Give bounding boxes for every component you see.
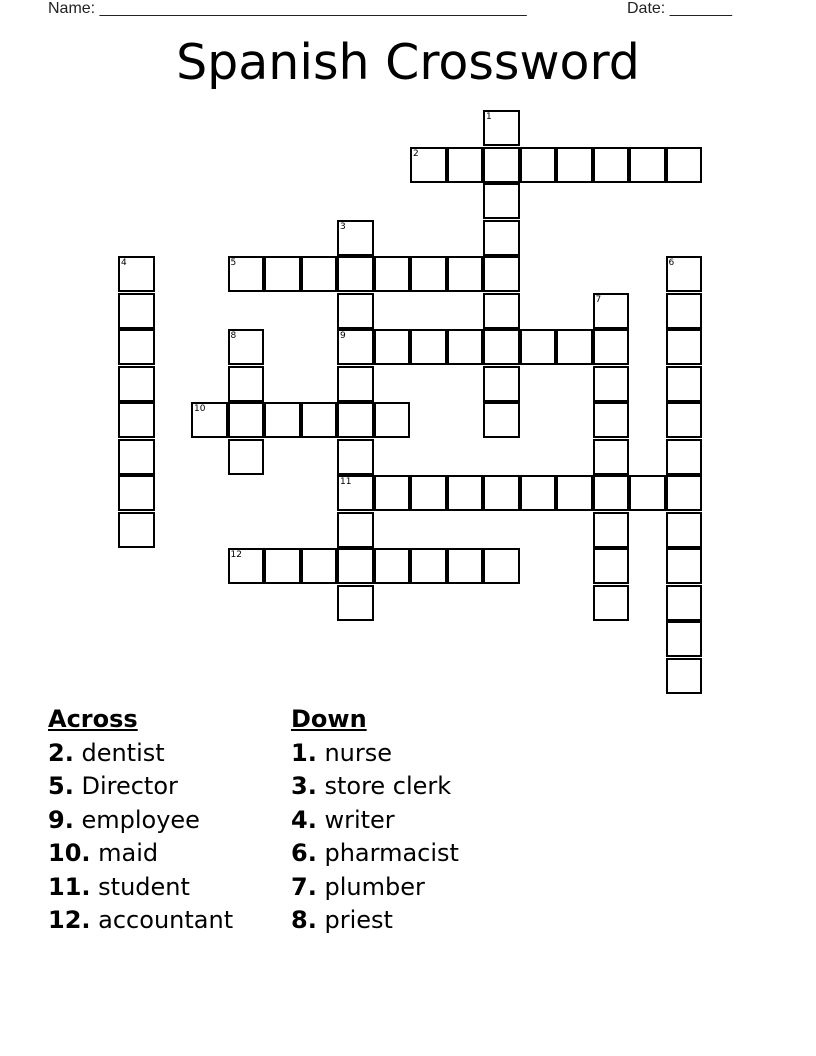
crossword-cell[interactable] [374, 548, 411, 584]
crossword-cell[interactable] [228, 402, 265, 438]
crossword-cell[interactable] [337, 585, 374, 621]
crossword-cell[interactable] [337, 256, 374, 292]
crossword-cell[interactable] [666, 585, 703, 621]
crossword-cell[interactable] [447, 329, 484, 365]
cell-number: 8 [230, 331, 237, 341]
across-clue [48, 837, 233, 871]
crossword-cell[interactable] [374, 475, 411, 511]
across-clue [48, 804, 233, 838]
clue-text: accountant [98, 906, 234, 934]
down-clue [291, 804, 459, 838]
down-clue [291, 770, 459, 804]
clue-number: 7. [291, 872, 317, 901]
crossword-cell[interactable] [593, 402, 630, 438]
cell-number: 1 [486, 112, 492, 122]
crossword-cell[interactable] [447, 475, 484, 511]
crossword-cell[interactable] [666, 256, 703, 292]
crossword-cell[interactable] [337, 366, 374, 402]
clue-text: employee [81, 805, 200, 834]
across-clues [48, 703, 233, 938]
crossword-cell[interactable] [666, 512, 703, 548]
crossword-cell[interactable] [118, 512, 155, 548]
crossword-cell[interactable] [118, 475, 155, 511]
crossword-cell[interactable] [118, 293, 155, 329]
down-clues [291, 703, 459, 938]
crossword-cell[interactable] [666, 475, 703, 511]
crossword-cell[interactable] [483, 147, 520, 183]
crossword-cell[interactable] [447, 256, 484, 292]
clue-text: pharmacist [324, 839, 459, 867]
clue-text: nurse [324, 738, 393, 767]
crossword-cell[interactable] [483, 475, 520, 511]
clue-number: 8. [291, 906, 317, 934]
crossword-cell[interactable] [374, 329, 411, 365]
clue-number: 1. [291, 738, 317, 767]
crossword-cell[interactable] [337, 439, 374, 475]
crossword-cell[interactable] [228, 366, 265, 402]
clue-text: writer [324, 805, 395, 834]
crossword-cell[interactable] [118, 402, 155, 438]
crossword-cell[interactable] [118, 366, 155, 402]
crossword-cell[interactable] [629, 147, 666, 183]
crossword-cell[interactable] [337, 475, 374, 511]
down-clue [291, 837, 459, 871]
cell-number: 12 [230, 550, 242, 560]
crossword-cell[interactable] [374, 402, 411, 438]
cell-number: 2 [413, 148, 419, 159]
clue-text: student [98, 872, 190, 901]
crossword-cell[interactable] [666, 548, 703, 584]
crossword-cell[interactable] [593, 366, 630, 402]
clue-text: plumber [324, 872, 425, 901]
cell-number: 6 [668, 258, 675, 268]
cell-number: 5 [230, 258, 237, 268]
crossword-cell[interactable] [410, 548, 447, 584]
crossword-cell[interactable] [666, 658, 703, 694]
crossword-cell[interactable] [556, 147, 593, 183]
crossword-cell[interactable] [228, 548, 265, 584]
crossword-cell[interactable] [593, 585, 630, 621]
crossword-cell[interactable] [483, 256, 520, 292]
crossword-cell[interactable] [483, 402, 520, 438]
crossword-cell[interactable] [593, 548, 630, 584]
crossword-cell[interactable] [666, 293, 703, 329]
crossword-cell[interactable] [337, 548, 374, 584]
cell-number: 7 [595, 294, 602, 305]
crossword-cell[interactable] [593, 147, 630, 183]
down-heading: Down [291, 705, 367, 733]
crossword-cell[interactable] [483, 366, 520, 402]
clue-text: Director [81, 772, 178, 800]
crossword-cell[interactable] [520, 329, 557, 365]
crossword-cell[interactable] [337, 293, 374, 329]
crossword-cell[interactable] [301, 256, 338, 292]
clue-number: 4. [291, 805, 317, 834]
across-clue [48, 904, 233, 938]
crossword-cell[interactable] [629, 475, 666, 511]
date-field[interactable]: Date: _______ [627, 0, 732, 17]
crossword-cell[interactable] [520, 147, 557, 183]
crossword-cell[interactable] [520, 475, 557, 511]
clue-number: 3. [291, 772, 317, 800]
crossword-cell[interactable] [337, 329, 374, 365]
crossword-cell[interactable] [666, 147, 703, 183]
across-clue [48, 871, 233, 905]
clue-text: dentist [81, 738, 165, 767]
crossword-cell[interactable] [228, 439, 265, 475]
crossword-cell[interactable] [556, 329, 593, 365]
crossword-cell[interactable] [666, 402, 703, 438]
crossword-cell[interactable] [483, 110, 520, 146]
crossword-cell[interactable] [666, 621, 703, 657]
crossword-cell[interactable] [556, 475, 593, 511]
crossword-cell[interactable] [593, 329, 630, 365]
crossword-cell[interactable] [228, 329, 265, 365]
page-title: Spanish Crossword [176, 34, 640, 91]
across-clue [48, 737, 233, 771]
crossword-cell[interactable] [593, 439, 630, 475]
crossword-cell[interactable] [264, 402, 301, 438]
clue-number: 9. [48, 805, 74, 834]
crossword-cell[interactable] [410, 147, 447, 183]
crossword-cell[interactable] [666, 439, 703, 475]
clue-number: 12. [48, 906, 91, 934]
crossword-cell[interactable] [666, 329, 703, 365]
crossword-cell[interactable] [118, 329, 155, 365]
crossword-cell[interactable] [118, 439, 155, 475]
clue-text: store clerk [324, 772, 452, 800]
crossword-cell[interactable] [483, 220, 520, 256]
clue-number: 10. [48, 839, 91, 867]
crossword-cell[interactable] [593, 512, 630, 548]
cell-number: 3 [340, 221, 346, 232]
down-clue [291, 904, 459, 938]
clue-number: 6. [291, 839, 317, 867]
down-clue [291, 737, 459, 771]
crossword-cell[interactable] [374, 256, 411, 292]
cell-number: 11 [340, 477, 352, 487]
name-field[interactable]: Name: ________________________________________________ [48, 0, 527, 17]
across-clue [48, 770, 233, 804]
clue-text: maid [98, 839, 159, 867]
across-heading: Across [48, 705, 138, 733]
crossword-cell[interactable] [593, 293, 630, 329]
crossword-cell[interactable] [118, 256, 155, 292]
crossword-cell[interactable] [483, 329, 520, 365]
crossword-cell[interactable] [191, 402, 228, 438]
crossword-cell[interactable] [447, 548, 484, 584]
crossword-cell[interactable] [337, 402, 374, 438]
clue-text: priest [324, 906, 393, 934]
cell-number: 10 [194, 404, 206, 414]
crossword-cell[interactable] [447, 147, 484, 183]
clue-number: 2. [48, 738, 74, 767]
crossword-cell[interactable] [483, 183, 520, 219]
crossword-cell[interactable] [410, 329, 447, 365]
crossword-cell[interactable] [264, 548, 301, 584]
crossword-cell[interactable] [483, 548, 520, 584]
crossword-cell[interactable] [228, 256, 265, 292]
crossword-cell[interactable] [301, 548, 338, 584]
crossword-cell[interactable] [264, 256, 301, 292]
cell-number: 4 [121, 258, 127, 268]
crossword-cell[interactable] [483, 293, 520, 329]
clue-number: 5. [48, 772, 74, 800]
cell-number: 9 [340, 331, 346, 341]
crossword-cell[interactable] [593, 475, 630, 511]
crossword-cell[interactable] [410, 256, 447, 292]
crossword-cell[interactable] [337, 512, 374, 548]
crossword-cell[interactable] [301, 402, 338, 438]
crossword-cell[interactable] [337, 220, 374, 256]
crossword-cell[interactable] [410, 475, 447, 511]
down-clue [291, 871, 459, 905]
clue-number: 11. [48, 872, 91, 901]
crossword-cell[interactable] [666, 366, 703, 402]
